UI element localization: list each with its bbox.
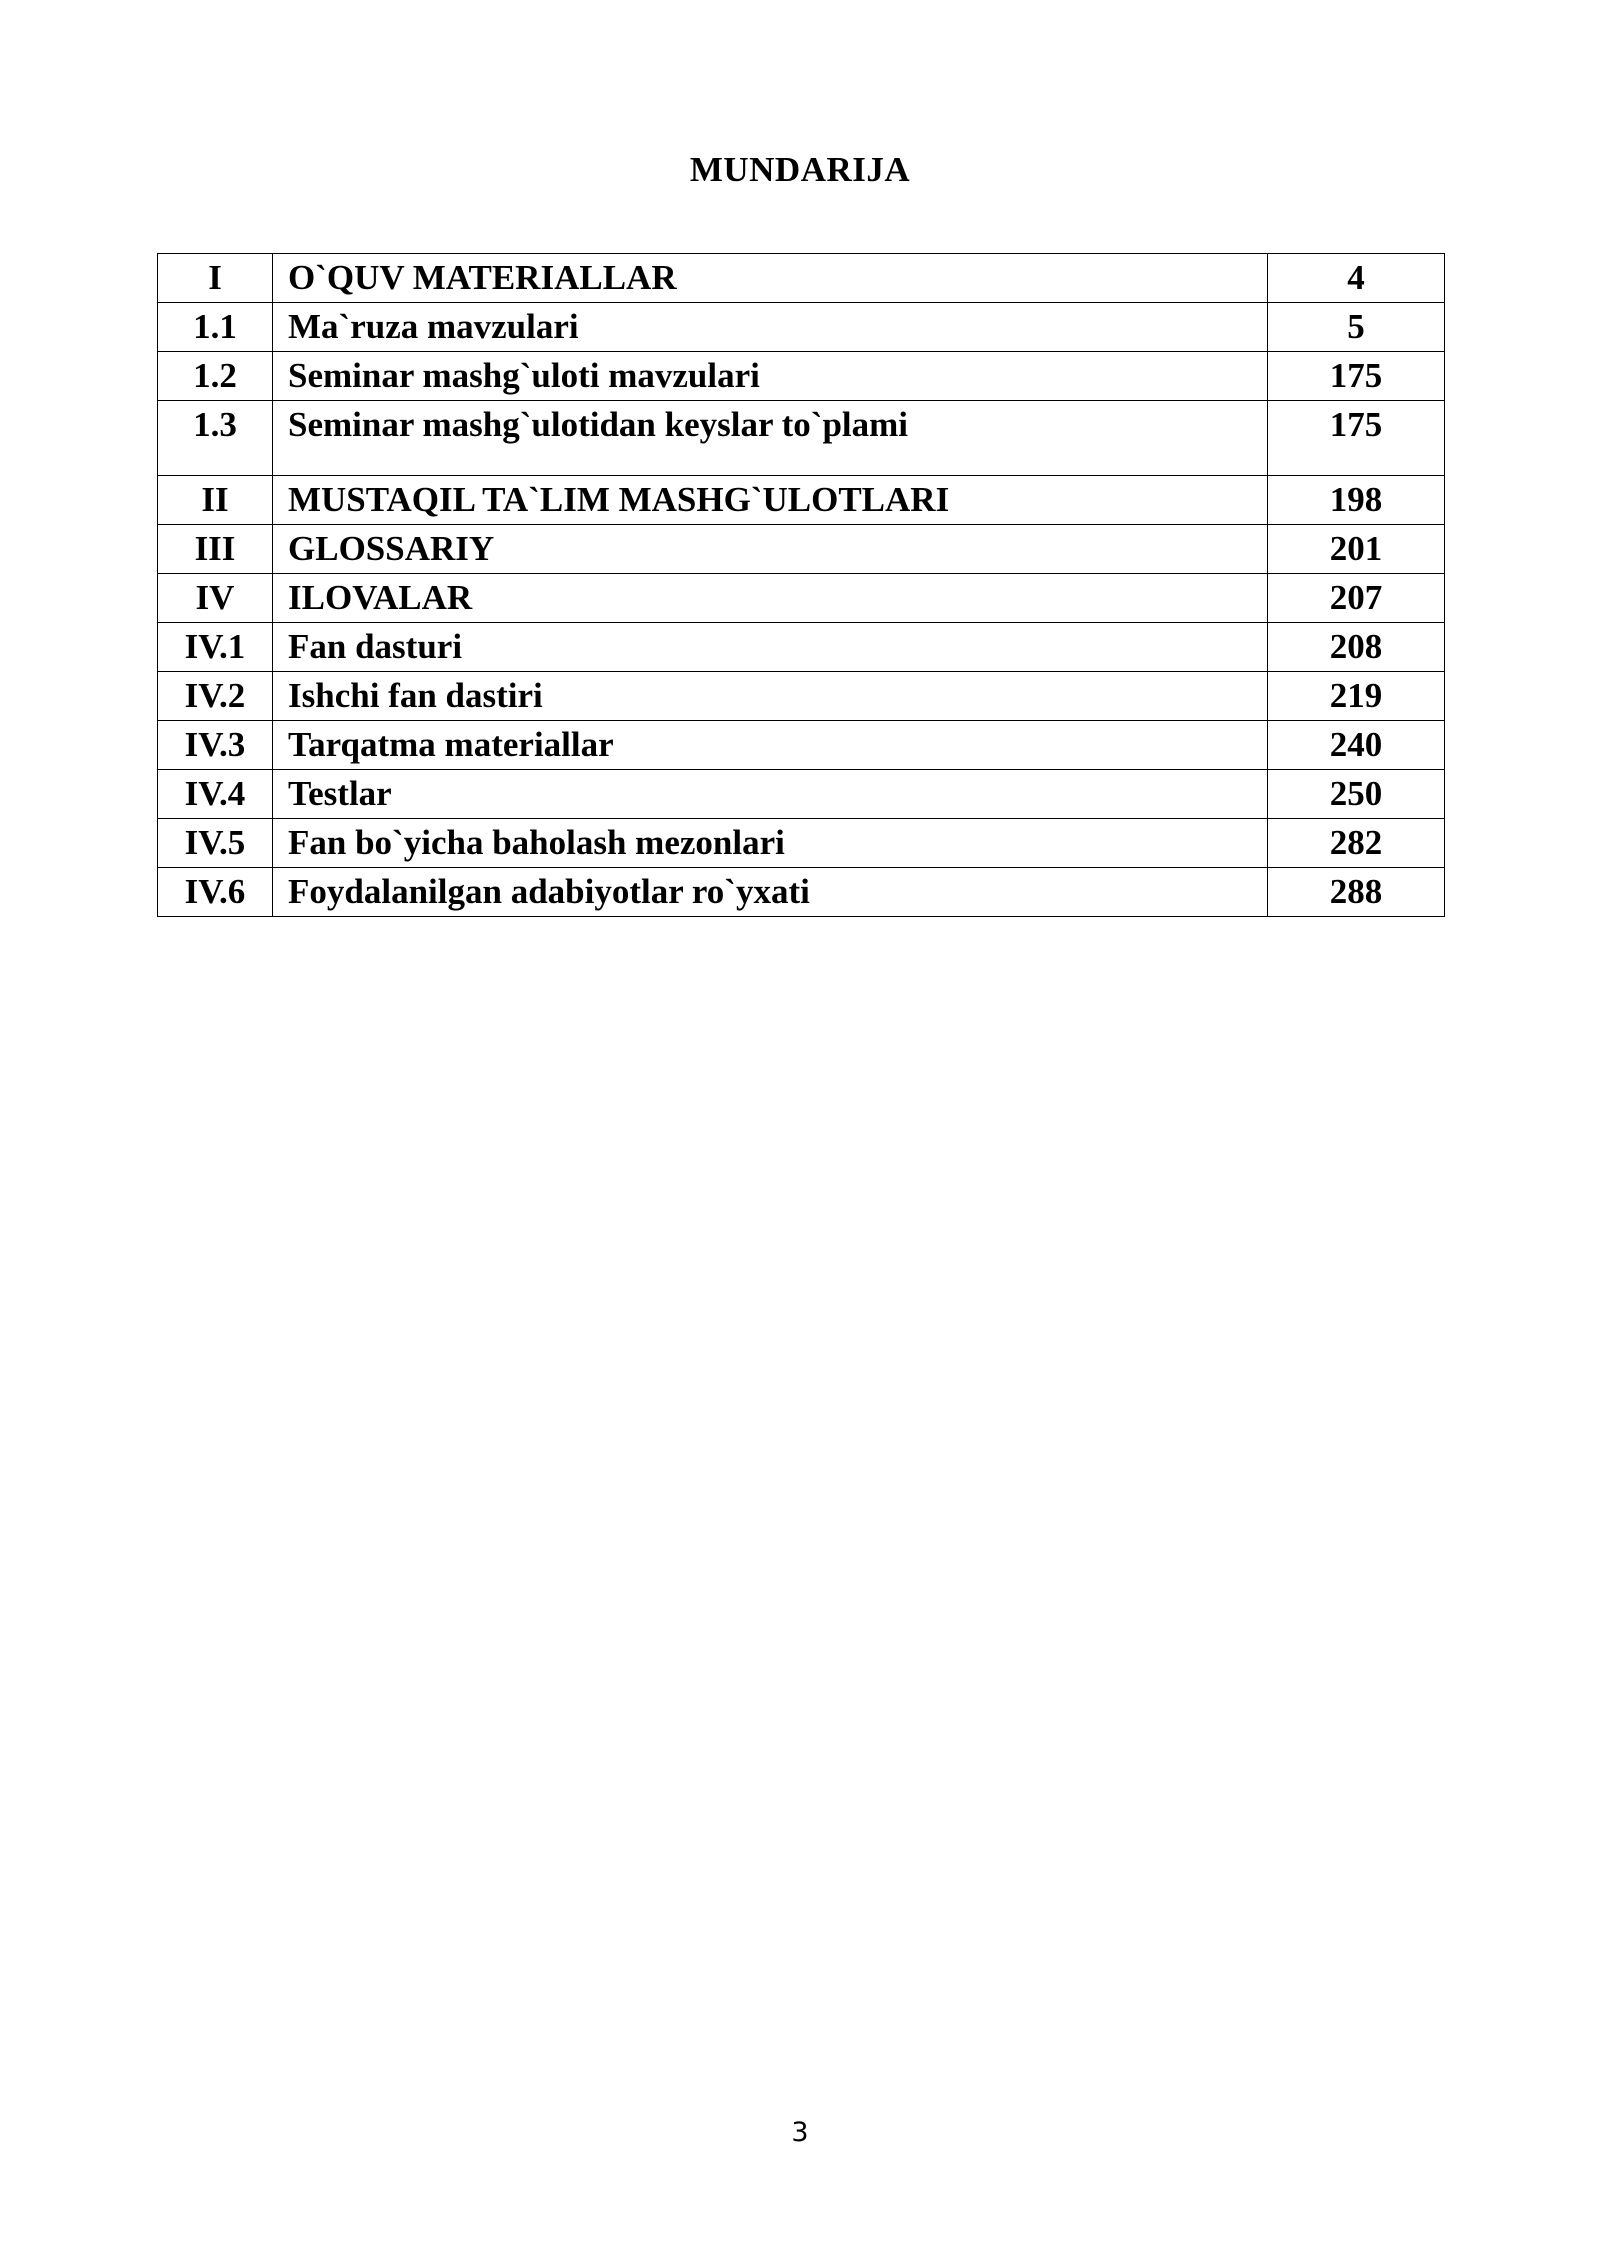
- toc-section-title: Ishchi fan dastiri: [273, 672, 1268, 721]
- toc-row: [158, 254, 1445, 303]
- toc-page-number: 219: [1268, 672, 1445, 721]
- toc-row: [158, 868, 1445, 917]
- toc-page-number: 288: [1268, 868, 1445, 917]
- toc-section-number: IV.2: [158, 672, 273, 721]
- toc-section-number: 1.2: [158, 352, 273, 401]
- toc-row: [158, 352, 1445, 401]
- toc-page-number: 282: [1268, 819, 1445, 868]
- toc-page-number: 5: [1268, 303, 1445, 352]
- toc-row: [158, 770, 1445, 819]
- toc-row: [158, 721, 1445, 770]
- toc-section-title: Foydalanilgan adabiyotlar ro`yxati: [273, 868, 1268, 917]
- toc-section-number: I: [158, 254, 273, 303]
- toc-row: [158, 401, 1445, 476]
- toc-section-number: III: [158, 525, 273, 574]
- toc-row: [158, 574, 1445, 623]
- toc-section-number: 1.3: [158, 401, 273, 476]
- toc-page-number: 250: [1268, 770, 1445, 819]
- toc-section-number: IV.5: [158, 819, 273, 868]
- toc-row: [158, 476, 1445, 525]
- toc-row: [158, 672, 1445, 721]
- toc-section-number: IV.4: [158, 770, 273, 819]
- page-number: 3: [791, 2117, 809, 2148]
- toc-row: [158, 623, 1445, 672]
- toc-section-number: IV.3: [158, 721, 273, 770]
- toc-section-number: IV: [158, 574, 273, 623]
- toc-page-number: 198: [1268, 476, 1445, 525]
- toc-row: [158, 525, 1445, 574]
- toc-section-number: 1.1: [158, 303, 273, 352]
- toc-page-number: 175: [1268, 352, 1445, 401]
- toc-page-number: 4: [1268, 254, 1445, 303]
- toc-page-number: 175: [1268, 401, 1445, 476]
- toc-section-title: Fan dasturi: [273, 623, 1268, 672]
- toc-page-number: 240: [1268, 721, 1445, 770]
- toc-row: [158, 819, 1445, 868]
- toc-page-number: 201: [1268, 525, 1445, 574]
- toc-section-number: IV.1: [158, 623, 273, 672]
- toc-section-title: Testlar: [273, 770, 1268, 819]
- toc-section-title: Tarqatma materiallar: [273, 721, 1268, 770]
- toc-section-title: Ma`ruza mavzulari: [273, 303, 1268, 352]
- toc-section-number: IV.6: [158, 868, 273, 917]
- page-title: MUNDARIJA: [689, 150, 911, 189]
- toc-section-number: II: [158, 476, 273, 525]
- toc-section-title: Fan bo`yicha baholash mezonlari: [273, 819, 1268, 868]
- toc-section-title: GLOSSARIY: [273, 525, 1268, 574]
- toc-section-title: MUSTAQIL TA`LIM MASHG`ULOTLARI: [273, 476, 1268, 525]
- toc-section-title: Seminar mashg`ulotidan keyslar to`plami: [273, 401, 1268, 476]
- toc-section-title: ILOVALAR: [273, 574, 1268, 623]
- toc-page-number: 208: [1268, 623, 1445, 672]
- toc-section-title: O`QUV MATERIALLAR: [273, 254, 1268, 303]
- toc-page-number: 207: [1268, 574, 1445, 623]
- toc-row: [158, 303, 1445, 352]
- table-of-contents: [157, 253, 1445, 917]
- toc-section-title: Seminar mashg`uloti mavzulari: [273, 352, 1268, 401]
